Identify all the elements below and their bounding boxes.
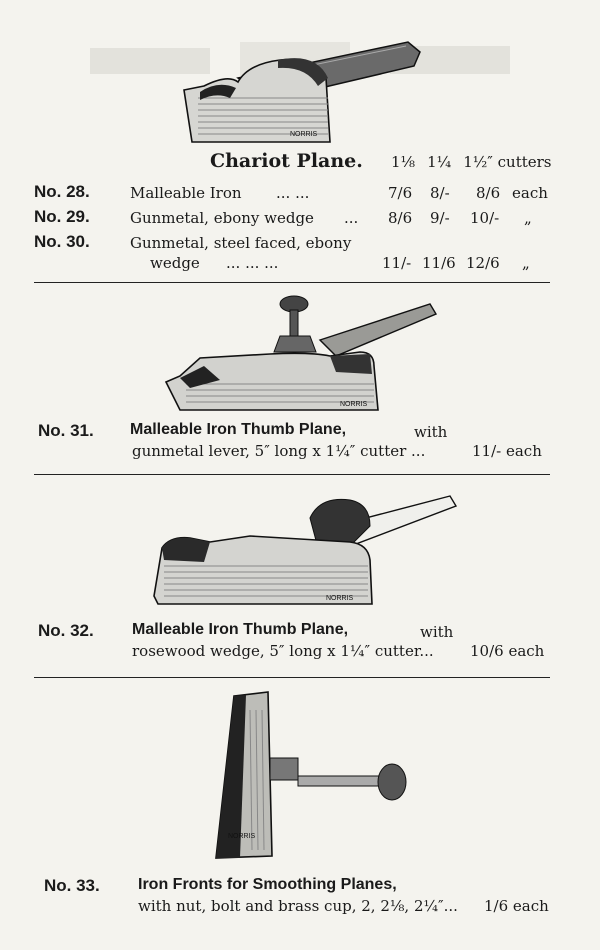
chariot-title: Chariot Plane. — [210, 150, 363, 172]
item-number-31: No. 31. — [38, 421, 94, 440]
item-desc-28: Malleable Iron — [130, 184, 242, 202]
thumb-plane-32-illustration — [150, 490, 460, 610]
item-number-28: No. 28. — [34, 182, 90, 201]
price-30-a: 11/- — [382, 254, 412, 272]
divider-2 — [34, 474, 550, 475]
item-title-33: Iron Fronts for Smoothing Planes, — [138, 876, 397, 893]
leaders-28: ... ... — [276, 184, 310, 202]
price-28-c: 8/6 — [476, 184, 501, 202]
item-number-30: No. 30. — [34, 232, 90, 251]
item-desc-30-cont: wedge — [150, 254, 200, 272]
unit-29: „ — [524, 209, 532, 227]
unit-30: „ — [522, 254, 530, 272]
item-desc-30: Gunmetal, steel faced, ebony — [130, 234, 352, 252]
price-32: 10/6 each — [470, 642, 545, 660]
iron-front-33-illustration — [206, 690, 416, 862]
price-30-b: 11/6 — [422, 254, 456, 272]
price-31: 11/- each — [472, 442, 542, 460]
price-30-c: 12/6 — [466, 254, 500, 272]
unit-28: each — [512, 184, 548, 202]
leaders-30: ... ... ... — [226, 254, 279, 272]
price-29-c: 10/- — [470, 209, 500, 227]
chariot-plane-illustration — [178, 38, 424, 146]
norris-mark: NORRIS — [326, 595, 354, 602]
norris-mark: NORRIS — [290, 131, 318, 138]
price-29-b: 9/- — [430, 209, 450, 227]
item-title-31-tail: with — [414, 423, 448, 441]
price-28-a: 7/6 — [388, 184, 413, 202]
item-number-33: No. 33. — [44, 876, 100, 895]
item-title-31: Malleable Iron Thumb Plane, — [130, 421, 347, 438]
item-title-32: Malleable Iron Thumb Plane, — [132, 621, 349, 638]
price-28-b: 8/- — [430, 184, 450, 202]
item-number-32: No. 32. — [38, 621, 94, 640]
item-number-29: No. 29. — [34, 207, 90, 226]
thumb-plane-31-illustration — [160, 292, 450, 414]
norris-mark: NORRIS — [340, 401, 368, 408]
cutter-size-3: 1½″ cutters — [463, 153, 552, 171]
item-desc-33: with nut, bolt and brass cup, 2, 2⅛, 2¼″... — [138, 897, 458, 915]
item-desc-31: gunmetal lever, 5″ long x 1¼″ cutter ... — [132, 442, 426, 460]
norris-mark: NORRIS — [228, 833, 256, 840]
item-title-32-tail: with — [420, 623, 454, 641]
item-desc-32: rosewood wedge, 5″ long x 1¼″ cutter... — [132, 642, 434, 660]
divider-1 — [34, 282, 550, 283]
price-29-a: 8/6 — [388, 209, 413, 227]
leaders-29: ... — [344, 209, 359, 227]
cutter-size-1: 1⅛ — [391, 153, 416, 171]
divider-3 — [34, 677, 550, 678]
cutter-size-2: 1¼ — [427, 153, 452, 171]
chariot-cutter-sizes — [391, 153, 564, 171]
price-33: 1/6 each — [484, 897, 549, 915]
item-desc-29: Gunmetal, ebony wedge — [130, 209, 314, 227]
